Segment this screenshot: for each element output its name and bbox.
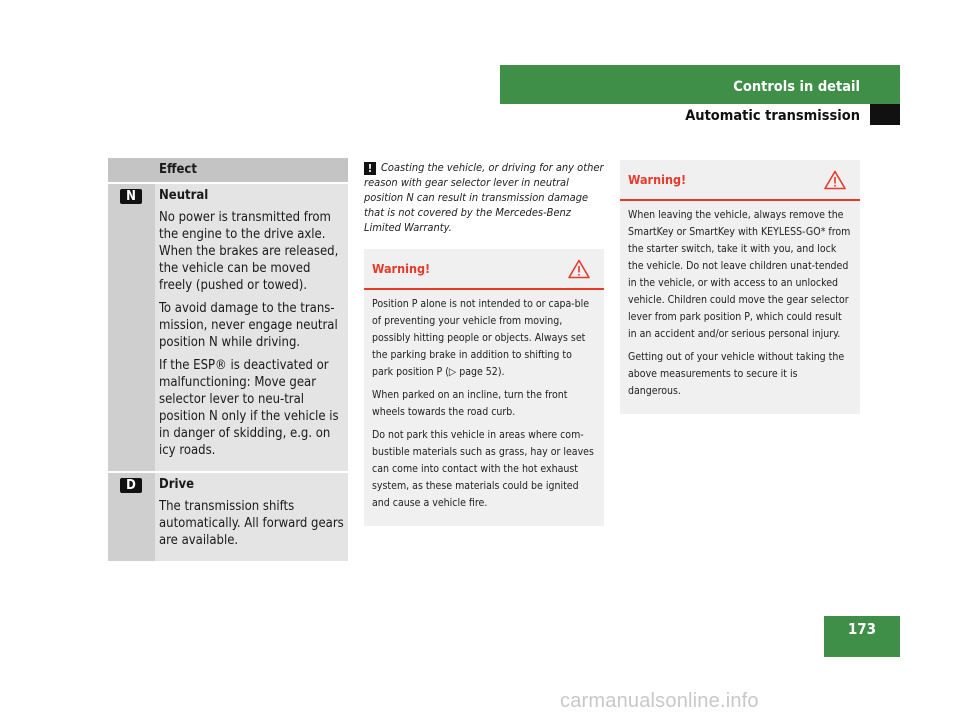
row-paragraph: To avoid damage to the trans-mission, never engage neutral position N while driving.	[159, 301, 338, 350]
page-title: Automatic transmission	[685, 108, 860, 124]
warning-title: Warning!	[628, 172, 687, 187]
page-number: 173	[824, 616, 900, 657]
warning-triangle-icon	[568, 259, 590, 279]
table-row	[108, 471, 348, 561]
table-row	[108, 182, 348, 471]
note-text: Coasting the vehicle, or driving for any other reason with gear selector lever in neutral position N can result in transmission damage that is not covered by the Mercedes-Benz Limited Warranty.	[364, 161, 604, 234]
table-header-row	[108, 158, 348, 182]
warning-paragraph: When parked on an incline, turn the front wheels towards the road curb.	[372, 389, 568, 418]
warning-box-parking	[364, 249, 604, 526]
watermark: carmanualsonline.info	[560, 690, 759, 712]
row-paragraph: No power is transmitted from the engine to the drive axle. When the brakes are released, the vehicle can be moved freely (pushed or towed).	[159, 210, 339, 293]
section-header-bar	[500, 65, 900, 104]
warning-paragraph: Position P alone is not intended to or capa-ble of preventing your vehicle from moving, possibly hitting people or objects. Always set the parking brake in addition to shifting to park position P (▷ page 52).	[372, 298, 590, 378]
header-tab-marker	[870, 104, 900, 125]
row-title: Neutral	[159, 188, 209, 203]
warning-box-leaving-vehicle	[620, 160, 860, 414]
caution-note	[364, 160, 606, 235]
row-paragraph: The transmission shifts automatically. All forward gears are available.	[159, 499, 344, 548]
gear-n-icon: N	[120, 189, 142, 204]
gear-d-icon: D	[120, 478, 142, 493]
gear-position-table	[108, 158, 348, 561]
warning-paragraph: When leaving the vehicle, always remove the SmartKey or SmartKey with KEYLESS-GO* from the starter switch, take it with you, and lock the vehicle. Do not leave children unat-tended in the vehicle, or with access to an unlocked vehicle. Children could move the gear selector lever from park position P, which could result in an accident and/or serious personal injury.	[628, 209, 851, 340]
row-paragraph: If the ESP® is deactivated or malfunctioning: Move gear selector lever to neu-tral position N only if the vehicle is in danger of skidding, e.g. on icy roads.	[159, 358, 339, 458]
warning-triangle-icon	[824, 170, 846, 190]
warning-paragraph: Getting out of your vehicle without taking the above measurements to secure it is dangerous.	[628, 351, 845, 397]
section-title: Controls in detail	[733, 79, 860, 95]
table-header-effect: Effect	[155, 158, 348, 182]
warning-paragraph: Do not park this vehicle in areas where com-bustible materials such as grass, hay or leaves can come into contact with the hot exhaust system, as these materials could be ignited and cause a vehicle fire.	[372, 429, 594, 509]
warning-title: Warning!	[372, 261, 431, 276]
exclamation-icon: !	[364, 162, 376, 175]
row-title: Drive	[159, 477, 195, 492]
